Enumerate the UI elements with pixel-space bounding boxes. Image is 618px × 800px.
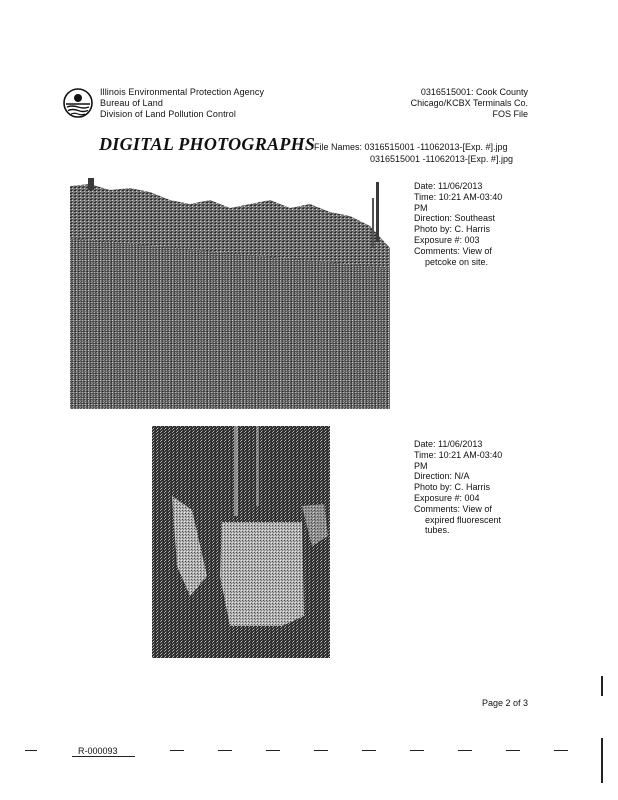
bottom-divider-dash — [506, 750, 520, 751]
scan-edge-mark — [601, 676, 603, 696]
photo-1-image — [70, 178, 390, 409]
file-names-label: File Names: — [314, 142, 363, 152]
page-title: DIGITAL PHOTOGRAPHS — [99, 134, 316, 154]
bottom-divider-dash — [25, 750, 37, 751]
file-name-line-2: 0316515001 -11062013-[Exp. #].jpg — [370, 154, 513, 164]
site-id-county: 0316515001: Cook County — [420, 87, 528, 97]
photo-2 — [152, 426, 330, 658]
iepa-seal-icon — [63, 88, 93, 118]
bottom-divider-dash — [72, 756, 135, 757]
agency-logo — [63, 88, 93, 118]
photo-1-direction: Direction: Southeast — [414, 213, 496, 224]
photo-2-image — [152, 426, 330, 658]
file-names-block — [314, 141, 513, 165]
photo-1-photo-by: Photo by: C. Harris — [414, 224, 491, 235]
agency-name: Illinois Environmental Protection Agency — [100, 87, 265, 97]
agency-block — [100, 87, 264, 120]
page-number: Page 2 of 3 — [482, 698, 529, 708]
division-name: Division of Land Pollution Control — [100, 109, 236, 119]
bottom-divider-dash — [362, 750, 376, 751]
photo-1-exposure: Exposure #: 003 — [414, 234, 480, 245]
photo-2-date: Date: 11/06/2013 — [414, 439, 483, 449]
bates-number: R-000093 — [78, 746, 118, 756]
photo-2-time: Time: 10:21 AM-03:40 — [414, 449, 503, 460]
site-name: Chicago/KCBX Terminals Co. — [410, 98, 528, 108]
scan-edge-mark — [601, 738, 603, 783]
bottom-divider-dash — [314, 750, 328, 751]
photo-1-time-cont: PM — [414, 202, 428, 213]
photo-2-exposure: Exposure #: 004 — [414, 492, 480, 503]
photo-2-time-cont: PM — [414, 460, 428, 471]
bottom-divider-dash — [218, 750, 232, 751]
photo-2-photo-by: Photo by: C. Harris — [414, 482, 491, 493]
bottom-divider-dash — [170, 750, 184, 751]
photo-1-comments-cont: petcoke on site. — [425, 256, 489, 267]
bureau-name: Bureau of Land — [100, 98, 163, 108]
photo-1 — [70, 178, 390, 409]
bottom-divider-dash — [266, 750, 280, 751]
bottom-divider-dash — [410, 750, 424, 751]
photo-2-comments: Comments: View of — [414, 503, 492, 514]
photo-1-date: Date: 11/06/2013 — [414, 181, 483, 191]
photo-2-comments-cont-2: tubes. — [425, 525, 450, 536]
photo-1-metadata — [414, 181, 502, 267]
photo-2-metadata — [414, 439, 502, 536]
photo-1-comments: Comments: View of — [414, 245, 492, 256]
photo-2-comments-cont-1: expired fluorescent — [425, 514, 502, 525]
file-type: FOS File — [492, 109, 528, 119]
bottom-divider-dash — [554, 750, 568, 751]
bottom-divider-dash — [458, 750, 472, 751]
photo-1-time: Time: 10:21 AM-03:40 — [414, 191, 503, 202]
photo-2-direction: Direction: N/A — [414, 471, 470, 482]
site-block — [411, 87, 528, 120]
file-name-line-1: 0316515001 -11062013-[Exp. #].jpg — [364, 142, 508, 152]
